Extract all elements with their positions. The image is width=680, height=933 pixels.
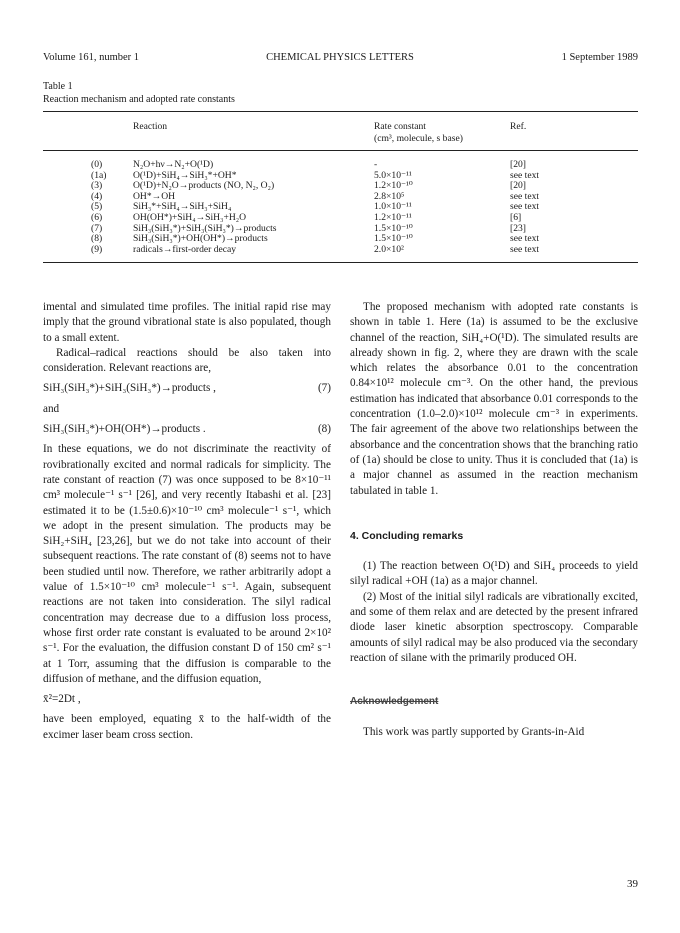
rate-constant: 1.0×10⁻¹¹ [374,201,412,213]
rate-constant: 2.8×10⁵ [374,190,405,202]
reaction-number: (6) [91,211,103,223]
reaction-equation: O(¹D)+N₂O→products (NO, N₂, O₂) [133,180,275,192]
body-text: and [43,402,60,415]
reference: see text [510,233,540,245]
body-paragraph: In these equations, we do not discriminate the reactivity of rovibrationally excited and normal radicals for simplicity. The rate constant of reaction (7) was once supposed to be 8×10⁻¹¹ cm³ molecule⁻¹ s⁻¹ [26], and very recently Itabashi et al. [23] estimated it to be (1.5±0.6)×10⁻¹⁰ cm³ molecule⁻¹ s⁻¹, which we adopt in the present simulation. The products may be SiH₂+SiH₄ [23,26], but we do not take into account of their subsequent reactions. The rate constant of (8) seems not to have been studied until now. Therefore, we rather arbitrarily adopt a value of 1.5×10⁻¹⁰ cm³ molecule⁻¹ s⁻¹. Again, subsequent reactions are not taken into consideration. The silyl radical concentration may decrease due to a diffusion loss process, whose first order rate constant is evaluated to be around 2×10² s⁻¹. For the evaluation, the diffusion constant D of 150 cm² s⁻¹ at 1 Torr, assuming that the diffusion is comparable to the diffusion of methane, and the diffusion equation, [43,443,331,685]
table-caption: Reaction mechanism and adopted rate constants [43,94,235,105]
rate-constant: 1.2×10⁻¹⁰ [374,180,413,192]
reaction-equation: OH(OH*)+SiH₄→SiH₃+H₂O [133,211,247,223]
equation-text: SiH₃(SiH₃*)+SiH₃(SiH₃*)→products , [43,382,216,395]
reference: [20] [510,159,526,170]
reaction-number: (1a) [91,169,107,181]
body-paragraph: Radical–radical reactions should be also taken into consideration. Relevant reactions are, [43,346,331,375]
acknowledgement-heading: Acknowledgement [350,696,439,708]
reference: [23] [510,222,526,234]
reaction-equation: SiH₃(SiH₃*)+OH(OH*)→products [133,233,268,245]
concluding-remark: (2) Most of the initial silyl radicals are vibrationally excited, and some of them relax and are detected by the present infrared diode laser kinetic absorption spectroscopy. Comparable amounts of silyl radical may be also produced via the secondary reaction of silane with the primarily produced OH. [350,590,638,664]
table-row [43,213,638,224]
equation-text: x̄²=2Dt , [43,693,81,706]
reaction-number: (5) [91,201,103,213]
rate-constant: - [374,159,378,170]
concluding-remark: (1) The reaction between O(¹D) and SiH₄ proceeds to yield silyl radical +OH (1a) as a major channel. [350,560,638,588]
reaction-equation: radicals→first-order decay [133,243,237,255]
table-col-ref: Ref. [510,121,527,132]
rate-constant: 5.0×10⁻¹¹ [374,169,412,181]
reference: [6] [510,211,522,223]
table-label: Table 1 [43,81,73,92]
reference: [20] [510,180,526,192]
section-heading: 4. Concluding remarks [350,529,464,542]
reference: see text [510,243,540,255]
reaction-number: (3) [91,180,103,192]
table-row [43,245,638,256]
rate-constant: 1.5×10⁻¹⁰ [374,222,413,234]
right-column [350,300,638,740]
equation-number: (7) [317,382,331,395]
reaction-number: (9) [91,243,103,255]
reaction-equation: N₂O+hν→N₂+O(¹D) [133,159,214,170]
diffusion-equation [43,692,331,707]
header-volume: Volume 161, number 1 [43,52,140,63]
reaction-number: (7) [91,222,103,234]
reaction-number: (4) [91,190,103,202]
reference: see text [510,201,540,213]
body-paragraph: The proposed mechanism with adopted rate constants is shown in table 1. Here (1a) is assumed to be the exclusive channel of the reaction, SiH₄+O(¹D). The simulated results are already shown in fig. 2, where they are drawn with the scale which relates the absorbance 0.01 to the concentration 0.84×10¹² molecule cm⁻³. On the other hand, the previous estimation has indicated that absorbance 0.01 corresponds to the concentration (1.0–2.0)×10¹² molecule cm⁻³ in experiments. The fair agreement of the above two relationships between the absorbance and the concentration shows that the branching ratio of (1a) should be close to unity. Thus it is concluded that (1a) is a major channel as assumed in the reaction mechanism tabulated in table 1. [350,301,638,497]
body-paragraph: imental and simulated time profiles. The initial rapid rise may imply that the ground vibrational state is also populated, though to a small extent. [43,301,331,344]
reaction-number: (8) [91,233,103,245]
equation-number: (8) [317,423,331,436]
table-top-rule [43,111,638,112]
rate-constant: 1.2×10⁻¹¹ [374,211,412,223]
table-bottom-rule [43,262,638,263]
reaction-equation: OH*→OH [133,190,176,202]
equation-8 [43,422,331,437]
table-col-reaction: Reaction [133,121,168,132]
rate-constant: 1.5×10⁻¹⁰ [374,233,413,245]
reaction-table [43,160,638,255]
reference: see text [510,169,540,181]
reaction-equation: O(¹D)+SiH₄→SiH₃*+OH* [133,169,237,181]
reaction-equation: SiH₃*+SiH₄→SiH₃+SiH₄ [133,201,232,213]
rate-constant: 2.0×10² [374,243,404,255]
table-col-rate: Rate constant [374,121,426,132]
reaction-number: (0) [91,159,103,170]
left-column [43,300,331,743]
header-date: 1 September 1989 [561,52,638,63]
page-number: 39 [627,878,638,890]
table-header-rule [43,150,638,151]
acknowledgement-text: This work was partly supported by Grants-in-Aid [363,725,585,738]
reference: see text [510,190,540,202]
table-row [43,160,638,171]
reaction-equation: SiH₃(SiH₃*)+SiH₃(SiH₃*)→products [133,222,277,234]
table-col-rate-units: (cm³, molecule, s base) [374,133,463,144]
equation-text: SiH₃(SiH₃*)+OH(OH*)→products . [43,423,206,436]
equation-7 [43,381,331,396]
body-paragraph: have been employed, equating x̄ to the half-width of the excimer laser beam cross section. [43,713,331,741]
header-journal: CHEMICAL PHYSICS LETTERS [266,52,414,63]
